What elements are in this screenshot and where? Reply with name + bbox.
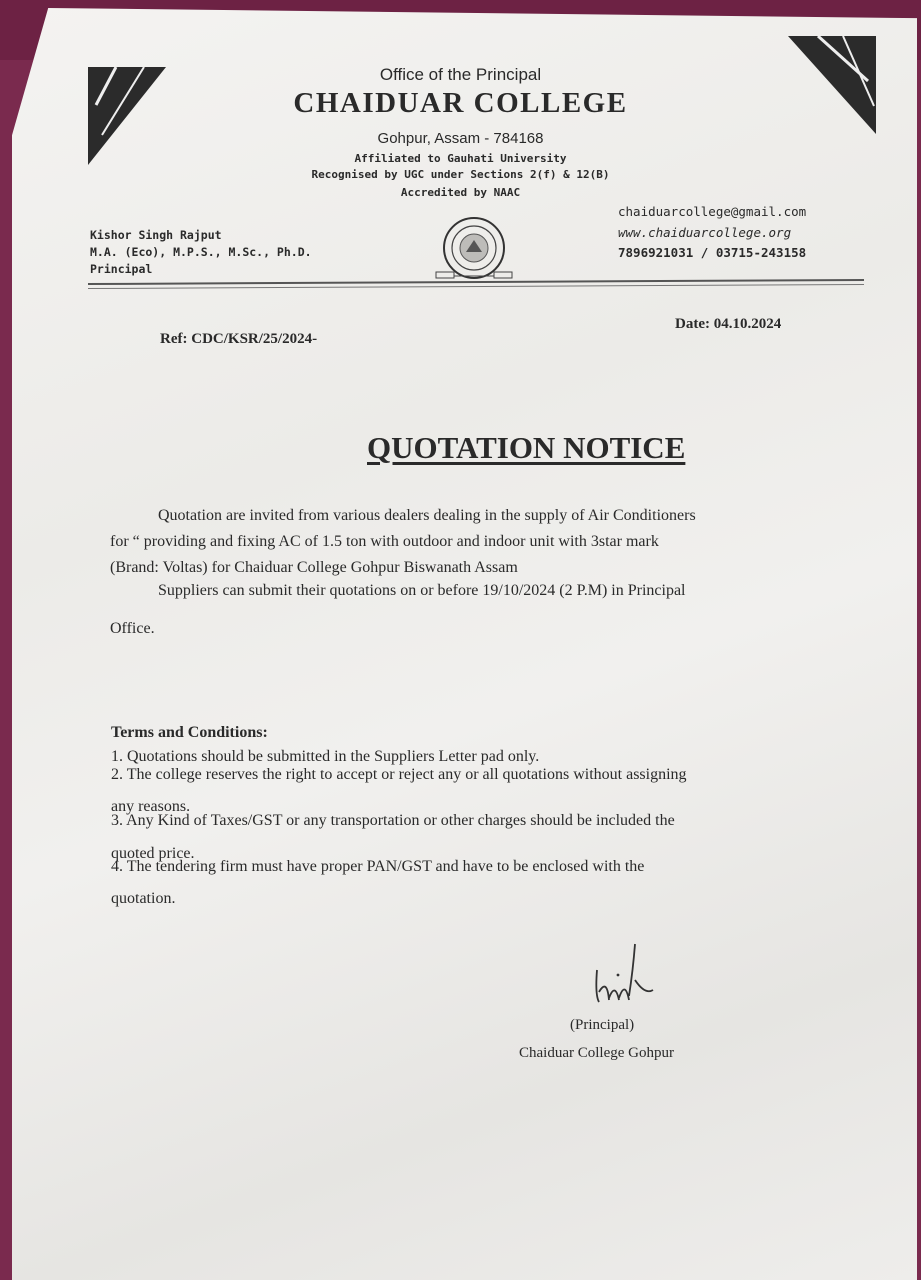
notice-title: QUOTATION NOTICE bbox=[367, 430, 686, 465]
term-line: any reasons. bbox=[111, 798, 191, 815]
body-line: (Brand: Voltas) for Chaiduar College Gohpur Biswanath Assam bbox=[110, 559, 518, 576]
college-name: CHAIDUAR COLLEGE bbox=[293, 87, 628, 119]
term-line: 2. The college reserves the right to accept or reject any or all quotations without assigning bbox=[111, 766, 687, 783]
notice-date: Date: 04.10.2024 bbox=[675, 316, 782, 332]
accreditation-line: Accredited by NAAC bbox=[400, 186, 521, 199]
term-line: quoted price. bbox=[111, 845, 195, 862]
recognition-line: Recognised by UGC under Sections 2(f) & 12(B) bbox=[311, 168, 610, 181]
reference-number: Ref: CDC/KSR/25/2024- bbox=[160, 331, 318, 347]
right-corner-logo-icon bbox=[788, 36, 878, 136]
college-email: chaiduarcollege@gmail.com bbox=[618, 204, 807, 219]
body-line: Quotation are invited from various dealers dealing in the supply of Air Conditioners bbox=[158, 507, 696, 524]
signature-institution: Chaiduar College Gohpur bbox=[519, 1045, 674, 1061]
college-seal-icon bbox=[432, 214, 516, 288]
body-line: for “ providing and fixing AC of 1.5 ton with outdoor and indoor unit with 3star mark bbox=[110, 533, 659, 550]
terms-heading: Terms and Conditions: bbox=[111, 724, 268, 741]
college-address: Gohpur, Assam - 784168 bbox=[377, 130, 544, 147]
college-phone: 7896921031 / 03715-243158 bbox=[618, 245, 807, 260]
body-line: Office. bbox=[110, 620, 155, 637]
term-line: 1. Quotations should be submitted in the Suppliers Letter pad only. bbox=[111, 748, 540, 765]
principal-name: Kishor Singh Rajput bbox=[90, 228, 222, 242]
signature-role: (Principal) bbox=[570, 1017, 635, 1033]
college-website: www.chaiduarcollege.org bbox=[618, 225, 792, 240]
term-line: 4. The tendering firm must have proper PAN/GST and have to be enclosed with the bbox=[111, 858, 645, 875]
principal-title: Principal bbox=[90, 262, 153, 276]
body-line: Suppliers can submit their quotations on or before 19/10/2024 (2 P.M) in Principal bbox=[158, 582, 686, 599]
term-line: 3. Any Kind of Taxes/GST or any transportation or other charges should be included the bbox=[111, 812, 675, 829]
signature-mark-icon bbox=[585, 940, 665, 1020]
principal-degrees: M.A. (Eco), M.P.S., M.Sc., Ph.D. bbox=[90, 245, 312, 259]
office-title: Office of the Principal bbox=[379, 65, 542, 84]
term-line: quotation. bbox=[111, 890, 176, 907]
affiliation-line: Affiliated to Gauhati University bbox=[354, 152, 567, 165]
